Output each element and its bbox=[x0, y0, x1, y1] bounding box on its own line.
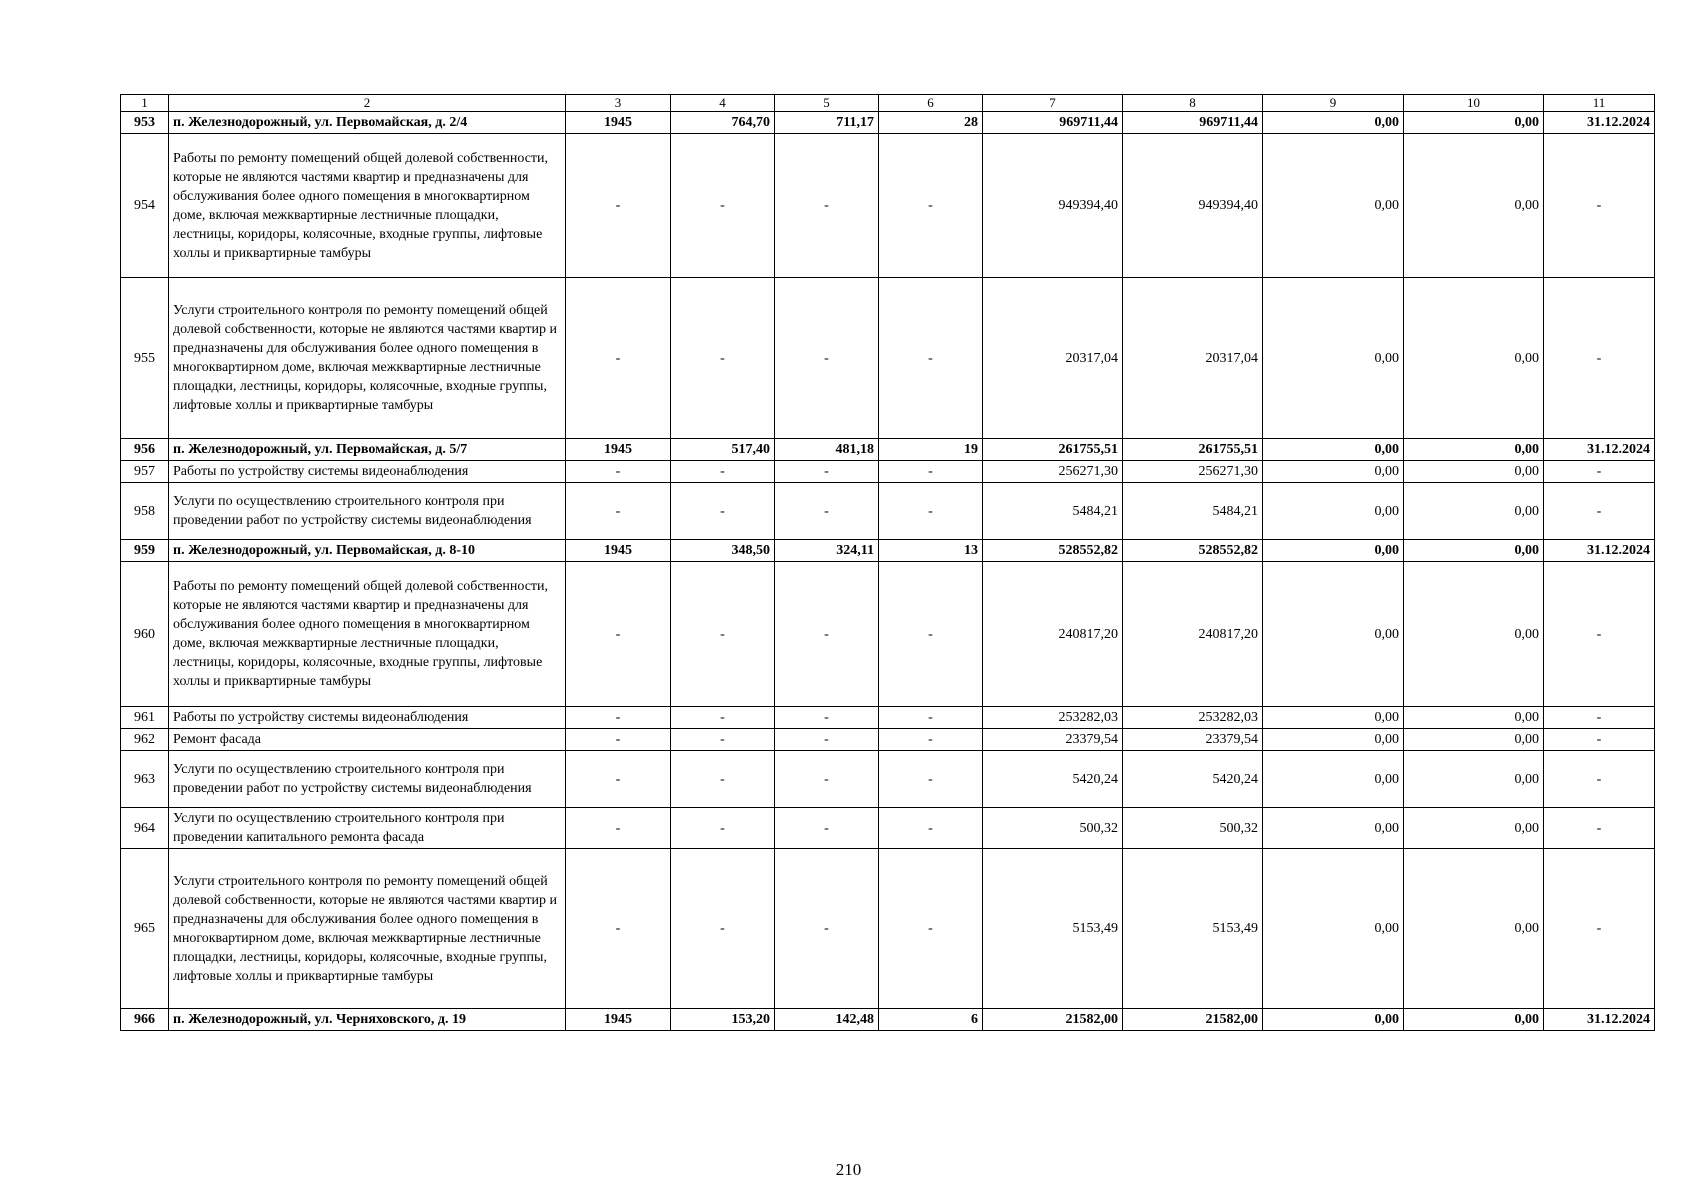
cost-fund: 21582,00 bbox=[1123, 1009, 1263, 1031]
work-description: п. Железнодорожный, ул. Первомайская, д. 2/4 bbox=[169, 112, 566, 134]
living-area: - bbox=[775, 134, 879, 278]
total-area: 764,70 bbox=[671, 112, 775, 134]
completion-date: 31.12.2024 bbox=[1544, 540, 1655, 562]
row-number: 958 bbox=[121, 483, 169, 540]
cost-total: 253282,03 bbox=[983, 707, 1123, 729]
table-row bbox=[121, 461, 1655, 483]
residents-count: - bbox=[879, 278, 983, 439]
cost-budget: 0,00 bbox=[1263, 849, 1404, 1009]
living-area: - bbox=[775, 461, 879, 483]
total-area: 517,40 bbox=[671, 439, 775, 461]
work-description: Услуги строительного контроля по ремонту помещений общей долевой собственности, которые не являются частями квартир и предназначены для обслуживания более одного помещения в многоквартирном доме, включая межквартирные лестничные площадки, лестницы, коридоры, колясочные, входные группы, лифтовые холлы и приквартирные тамбуры bbox=[169, 278, 566, 439]
completion-date: - bbox=[1544, 808, 1655, 849]
header-cell: 10 bbox=[1404, 95, 1544, 112]
completion-date: 31.12.2024 bbox=[1544, 439, 1655, 461]
cost-budget: 0,00 bbox=[1263, 439, 1404, 461]
cost-budget: 0,00 bbox=[1263, 707, 1404, 729]
residents-count: - bbox=[879, 849, 983, 1009]
completion-date: - bbox=[1544, 849, 1655, 1009]
cost-total: 21582,00 bbox=[983, 1009, 1123, 1031]
cost-budget: 0,00 bbox=[1263, 540, 1404, 562]
total-area: - bbox=[671, 707, 775, 729]
work-description: Работы по ремонту помещений общей долевой собственности, которые не являются частями квартир и предназначены для обслуживания более одного помещения в многоквартирном доме, включая межквартирные лестничные площадки, лестницы, коридоры, колясочные, входные группы, лифтовые холлы и приквартирные тамбуры bbox=[169, 134, 566, 278]
build-year: - bbox=[566, 707, 671, 729]
table-row bbox=[121, 278, 1655, 439]
row-number: 963 bbox=[121, 751, 169, 808]
row-number: 965 bbox=[121, 849, 169, 1009]
cost-total: 261755,51 bbox=[983, 439, 1123, 461]
cost-fund: 256271,30 bbox=[1123, 461, 1263, 483]
table-row bbox=[121, 729, 1655, 751]
cost-fund: 500,32 bbox=[1123, 808, 1263, 849]
cost-total: 5153,49 bbox=[983, 849, 1123, 1009]
residents-count: 28 bbox=[879, 112, 983, 134]
build-year: 1945 bbox=[566, 112, 671, 134]
cost-other: 0,00 bbox=[1404, 849, 1544, 1009]
table-row bbox=[121, 483, 1655, 540]
total-area: - bbox=[671, 461, 775, 483]
cost-other: 0,00 bbox=[1404, 483, 1544, 540]
work-description: п. Железнодорожный, ул. Черняховского, д. 19 bbox=[169, 1009, 566, 1031]
work-description: Услуги по осуществлению строительного контроля при проведении работ по устройству системы видеонаблюдения bbox=[169, 483, 566, 540]
completion-date: - bbox=[1544, 134, 1655, 278]
residents-count: - bbox=[879, 562, 983, 707]
cost-other: 0,00 bbox=[1404, 808, 1544, 849]
build-year: - bbox=[566, 461, 671, 483]
cost-other: 0,00 bbox=[1404, 439, 1544, 461]
cost-budget: 0,00 bbox=[1263, 808, 1404, 849]
header-cell: 11 bbox=[1544, 95, 1655, 112]
cost-total: 969711,44 bbox=[983, 112, 1123, 134]
work-description: Работы по устройству системы видеонаблюдения bbox=[169, 461, 566, 483]
cost-budget: 0,00 bbox=[1263, 278, 1404, 439]
cost-budget: 0,00 bbox=[1263, 562, 1404, 707]
build-year: - bbox=[566, 751, 671, 808]
residents-count: - bbox=[879, 808, 983, 849]
cost-total: 500,32 bbox=[983, 808, 1123, 849]
header-cell: 9 bbox=[1263, 95, 1404, 112]
cost-total: 20317,04 bbox=[983, 278, 1123, 439]
row-number: 957 bbox=[121, 461, 169, 483]
cost-other: 0,00 bbox=[1404, 278, 1544, 439]
build-year: - bbox=[566, 483, 671, 540]
cost-fund: 253282,03 bbox=[1123, 707, 1263, 729]
row-number: 961 bbox=[121, 707, 169, 729]
works-table bbox=[120, 94, 1655, 1031]
cost-total: 5420,24 bbox=[983, 751, 1123, 808]
cost-fund: 5153,49 bbox=[1123, 849, 1263, 1009]
residents-count: - bbox=[879, 751, 983, 808]
completion-date: 31.12.2024 bbox=[1544, 112, 1655, 134]
cost-budget: 0,00 bbox=[1263, 461, 1404, 483]
build-year: - bbox=[566, 808, 671, 849]
cost-total: 5484,21 bbox=[983, 483, 1123, 540]
residents-count: 19 bbox=[879, 439, 983, 461]
living-area: - bbox=[775, 751, 879, 808]
total-area: - bbox=[671, 278, 775, 439]
header-cell: 8 bbox=[1123, 95, 1263, 112]
row-number: 964 bbox=[121, 808, 169, 849]
total-area: 348,50 bbox=[671, 540, 775, 562]
table-row bbox=[121, 562, 1655, 707]
work-description: Ремонт фасада bbox=[169, 729, 566, 751]
cost-budget: 0,00 bbox=[1263, 729, 1404, 751]
work-description: Услуги по осуществлению строительного контроля при проведении капитального ремонта фасада bbox=[169, 808, 566, 849]
cost-total: 23379,54 bbox=[983, 729, 1123, 751]
completion-date: - bbox=[1544, 562, 1655, 707]
completion-date: - bbox=[1544, 483, 1655, 540]
work-description: Услуги строительного контроля по ремонту помещений общей долевой собственности, которые не являются частями квартир и предназначены для обслуживания более одного помещения в многоквартирном доме, включая межквартирные лестничные площадки, лестницы, коридоры, колясочные, входные группы, лифтовые холлы и приквартирные тамбуры bbox=[169, 849, 566, 1009]
residents-count: - bbox=[879, 134, 983, 278]
build-year: - bbox=[566, 134, 671, 278]
cost-fund: 528552,82 bbox=[1123, 540, 1263, 562]
completion-date: - bbox=[1544, 707, 1655, 729]
cost-budget: 0,00 bbox=[1263, 751, 1404, 808]
cost-fund: 5484,21 bbox=[1123, 483, 1263, 540]
total-area: - bbox=[671, 849, 775, 1009]
living-area: - bbox=[775, 483, 879, 540]
header-row bbox=[121, 95, 1655, 112]
table-row bbox=[121, 439, 1655, 461]
cost-other: 0,00 bbox=[1404, 461, 1544, 483]
total-area: - bbox=[671, 483, 775, 540]
residents-count: - bbox=[879, 461, 983, 483]
header-cell: 4 bbox=[671, 95, 775, 112]
row-number: 959 bbox=[121, 540, 169, 562]
table-row bbox=[121, 134, 1655, 278]
work-description: п. Железнодорожный, ул. Первомайская, д. 5/7 bbox=[169, 439, 566, 461]
living-area: 481,18 bbox=[775, 439, 879, 461]
living-area: - bbox=[775, 562, 879, 707]
cost-budget: 0,00 bbox=[1263, 134, 1404, 278]
row-number: 962 bbox=[121, 729, 169, 751]
cost-other: 0,00 bbox=[1404, 562, 1544, 707]
total-area: 153,20 bbox=[671, 1009, 775, 1031]
cost-total: 240817,20 bbox=[983, 562, 1123, 707]
table-row bbox=[121, 112, 1655, 134]
total-area: - bbox=[671, 751, 775, 808]
row-number: 954 bbox=[121, 134, 169, 278]
build-year: - bbox=[566, 729, 671, 751]
cost-other: 0,00 bbox=[1404, 540, 1544, 562]
cost-fund: 240817,20 bbox=[1123, 562, 1263, 707]
header-cell: 2 bbox=[169, 95, 566, 112]
living-area: - bbox=[775, 729, 879, 751]
cost-budget: 0,00 bbox=[1263, 1009, 1404, 1031]
cost-total: 528552,82 bbox=[983, 540, 1123, 562]
work-description: Работы по ремонту помещений общей долевой собственности, которые не являются частями квартир и предназначены для обслуживания более одного помещения в многоквартирном доме, включая межквартирные лестничные площадки, лестницы, коридоры, колясочные, входные группы, лифтовые холлы и приквартирные тамбуры bbox=[169, 562, 566, 707]
cost-other: 0,00 bbox=[1404, 751, 1544, 808]
build-year: - bbox=[566, 849, 671, 1009]
cost-total: 949394,40 bbox=[983, 134, 1123, 278]
living-area: 711,17 bbox=[775, 112, 879, 134]
page-number: 210 bbox=[835, 1160, 862, 1179]
living-area: - bbox=[775, 278, 879, 439]
cost-budget: 0,00 bbox=[1263, 483, 1404, 540]
header-cell: 5 bbox=[775, 95, 879, 112]
row-number: 960 bbox=[121, 562, 169, 707]
build-year: 1945 bbox=[566, 439, 671, 461]
cost-total: 256271,30 bbox=[983, 461, 1123, 483]
total-area: - bbox=[671, 808, 775, 849]
table-row bbox=[121, 1009, 1655, 1031]
cost-fund: 23379,54 bbox=[1123, 729, 1263, 751]
cost-other: 0,00 bbox=[1404, 112, 1544, 134]
cost-fund: 20317,04 bbox=[1123, 278, 1263, 439]
cost-other: 0,00 bbox=[1404, 707, 1544, 729]
work-description: Работы по устройству системы видеонаблюдения bbox=[169, 707, 566, 729]
completion-date: 31.12.2024 bbox=[1544, 1009, 1655, 1031]
table-row bbox=[121, 808, 1655, 849]
residents-count: - bbox=[879, 483, 983, 540]
cost-fund: 5420,24 bbox=[1123, 751, 1263, 808]
row-number: 956 bbox=[121, 439, 169, 461]
table-row bbox=[121, 707, 1655, 729]
build-year: 1945 bbox=[566, 540, 671, 562]
cost-fund: 261755,51 bbox=[1123, 439, 1263, 461]
completion-date: - bbox=[1544, 461, 1655, 483]
build-year: 1945 bbox=[566, 1009, 671, 1031]
table-row bbox=[121, 751, 1655, 808]
header-cell: 3 bbox=[566, 95, 671, 112]
work-description: Услуги по осуществлению строительного контроля при проведении работ по устройству системы видеонаблюдения bbox=[169, 751, 566, 808]
cost-other: 0,00 bbox=[1404, 729, 1544, 751]
build-year: - bbox=[566, 278, 671, 439]
residents-count: - bbox=[879, 729, 983, 751]
completion-date: - bbox=[1544, 729, 1655, 751]
living-area: - bbox=[775, 808, 879, 849]
living-area: 324,11 bbox=[775, 540, 879, 562]
total-area: - bbox=[671, 134, 775, 278]
total-area: - bbox=[671, 729, 775, 751]
completion-date: - bbox=[1544, 751, 1655, 808]
cost-other: 0,00 bbox=[1404, 1009, 1544, 1031]
residents-count: 13 bbox=[879, 540, 983, 562]
header-cell: 1 bbox=[121, 95, 169, 112]
living-area: - bbox=[775, 707, 879, 729]
residents-count: - bbox=[879, 707, 983, 729]
living-area: 142,48 bbox=[775, 1009, 879, 1031]
table-row bbox=[121, 849, 1655, 1009]
total-area: - bbox=[671, 562, 775, 707]
completion-date: - bbox=[1544, 278, 1655, 439]
living-area: - bbox=[775, 849, 879, 1009]
cost-fund: 969711,44 bbox=[1123, 112, 1263, 134]
cost-fund: 949394,40 bbox=[1123, 134, 1263, 278]
row-number: 953 bbox=[121, 112, 169, 134]
header-cell: 6 bbox=[879, 95, 983, 112]
row-number: 966 bbox=[121, 1009, 169, 1031]
table-row bbox=[121, 540, 1655, 562]
build-year: - bbox=[566, 562, 671, 707]
work-description: п. Железнодорожный, ул. Первомайская, д. 8-10 bbox=[169, 540, 566, 562]
cost-budget: 0,00 bbox=[1263, 112, 1404, 134]
header-cell: 7 bbox=[983, 95, 1123, 112]
residents-count: 6 bbox=[879, 1009, 983, 1031]
row-number: 955 bbox=[121, 278, 169, 439]
cost-other: 0,00 bbox=[1404, 134, 1544, 278]
